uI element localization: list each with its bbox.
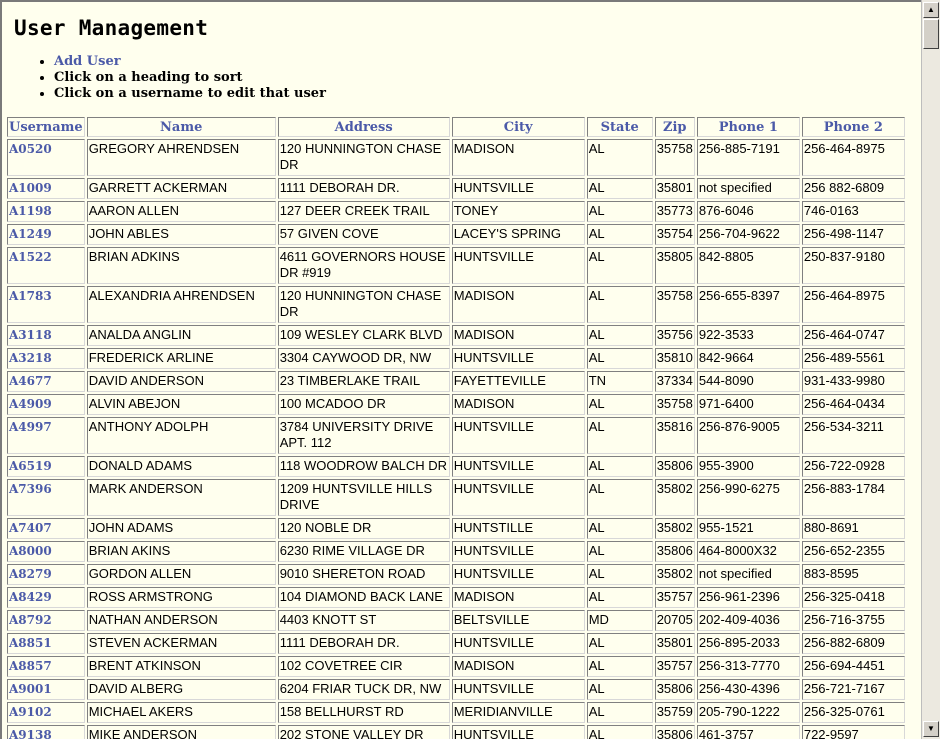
username-link[interactable]: A4909: [9, 397, 52, 411]
cell-name: STEVEN ACKERMAN: [87, 633, 276, 654]
cell-name: MICHAEL AKERS: [87, 702, 276, 723]
cell-phone2: 746-0163: [802, 201, 905, 222]
cell-phone1: 922-3533: [697, 325, 800, 346]
cell-state: AL: [587, 564, 653, 585]
cell-city: HUNTSVILLE: [452, 679, 585, 700]
table-row: [7, 394, 905, 415]
cell-phone1: 464-8000X32: [697, 541, 800, 562]
table-row: [7, 479, 905, 516]
cell-state: AL: [587, 139, 653, 176]
cell-name: GREGORY AHRENDSEN: [87, 139, 276, 176]
column-header-name[interactable]: Name: [87, 117, 276, 137]
table-row: [7, 564, 905, 585]
cell-zip: 35754: [655, 224, 695, 245]
cell-address: 4403 KNOTT ST: [278, 610, 450, 631]
column-header-phone1[interactable]: Phone 1: [697, 117, 800, 137]
cell-city: BELTSVILLE: [452, 610, 585, 631]
cell-phone2: 256-716-3755: [802, 610, 905, 631]
page-title: User Management: [14, 16, 209, 40]
cell-username: [7, 633, 85, 654]
cell-address: 120 HUNNINGTON CHASE DR: [278, 139, 450, 176]
cell-state: AL: [587, 541, 653, 562]
table-row: [7, 348, 905, 369]
cell-phone1: 256-876-9005: [697, 417, 800, 454]
cell-username: [7, 325, 85, 346]
cell-username: [7, 139, 85, 176]
username-link[interactable]: A8792: [9, 613, 52, 627]
cell-city: MERIDIANVILLE: [452, 702, 585, 723]
column-header-zip[interactable]: Zip: [655, 117, 695, 137]
cell-city: MADISON: [452, 656, 585, 677]
cell-zip: 35802: [655, 564, 695, 585]
cell-zip: 35757: [655, 656, 695, 677]
cell-address: 1111 DEBORAH DR.: [278, 633, 450, 654]
cell-city: HUNTSVILLE: [452, 348, 585, 369]
cell-phone2: 256-534-3211: [802, 417, 905, 454]
cell-username: [7, 702, 85, 723]
cell-name: GORDON ALLEN: [87, 564, 276, 585]
cell-zip: 35758: [655, 394, 695, 415]
cell-zip: 35806: [655, 541, 695, 562]
cell-username: [7, 587, 85, 608]
cell-state: AL: [587, 348, 653, 369]
username-link[interactable]: A1198: [9, 204, 52, 218]
cell-name: BRIAN AKINS: [87, 541, 276, 562]
cell-state: AL: [587, 394, 653, 415]
cell-phone1: 256-895-2033: [697, 633, 800, 654]
table-row: [7, 224, 905, 245]
cell-username: [7, 286, 85, 323]
cell-phone1: 876-6046: [697, 201, 800, 222]
cell-city: HUNTSVILLE: [452, 417, 585, 454]
cell-phone2: 256-325-0418: [802, 587, 905, 608]
cell-city: TONEY: [452, 201, 585, 222]
cell-zip: 35806: [655, 725, 695, 739]
cell-name: NATHAN ANDERSON: [87, 610, 276, 631]
cell-state: AL: [587, 178, 653, 199]
table-row: [7, 247, 905, 284]
cell-city: FAYETTEVILLE: [452, 371, 585, 392]
cell-phone1: 544-8090: [697, 371, 800, 392]
cell-phone2: 256-652-2355: [802, 541, 905, 562]
cell-name: MIKE ANDERSON: [87, 725, 276, 739]
cell-state: AL: [587, 479, 653, 516]
table-row: [7, 679, 905, 700]
sort-hint: • Click on a heading to sort: [54, 70, 914, 86]
cell-address: 118 WOODROW BALCH DR: [278, 456, 450, 477]
cell-state: AL: [587, 518, 653, 539]
instructions-list: [14, 54, 914, 102]
table-row: [7, 633, 905, 654]
cell-zip: 35806: [655, 456, 695, 477]
cell-phone2: 256-721-7167: [802, 679, 905, 700]
cell-username: [7, 394, 85, 415]
username-link[interactable]: A8851: [9, 636, 52, 650]
cell-zip: 35759: [655, 702, 695, 723]
table-row: [7, 139, 905, 176]
cell-phone2: 931-433-9980: [802, 371, 905, 392]
cell-address: 1209 HUNTSVILLE HILLS DRIVE: [278, 479, 450, 516]
cell-zip: 35758: [655, 139, 695, 176]
cell-phone2: 880-8691: [802, 518, 905, 539]
username-link[interactable]: A4677: [9, 374, 52, 388]
cell-phone1: 256-655-8397: [697, 286, 800, 323]
cell-name: ROSS ARMSTRONG: [87, 587, 276, 608]
cell-username: [7, 456, 85, 477]
cell-zip: 35802: [655, 479, 695, 516]
cell-address: 102 COVETREE CIR: [278, 656, 450, 677]
edit-hint: • Click on a username to edit that user: [54, 86, 914, 102]
cell-name: ALEXANDRIA AHRENDSEN: [87, 286, 276, 323]
cell-name: ANALDA ANGLIN: [87, 325, 276, 346]
username-link[interactable]: A1009: [9, 181, 52, 195]
table-row: [7, 286, 905, 323]
cell-username: [7, 417, 85, 454]
cell-phone2: 256 882-6809: [802, 178, 905, 199]
cell-phone1: 842-8805: [697, 247, 800, 284]
add-user-item: [54, 54, 914, 70]
cell-phone1: 461-3757: [697, 725, 800, 739]
cell-username: [7, 564, 85, 585]
cell-username: [7, 178, 85, 199]
cell-state: AL: [587, 587, 653, 608]
cell-name: DONALD ADAMS: [87, 456, 276, 477]
username-link[interactable]: A8429: [9, 590, 52, 604]
username-link[interactable]: A9138: [9, 728, 52, 739]
username-link[interactable]: A3218: [9, 351, 52, 365]
username-link[interactable]: A8857: [9, 659, 52, 673]
vertical-scrollbar[interactable]: [921, 0, 940, 739]
cell-state: AL: [587, 286, 653, 323]
column-header-city[interactable]: City: [452, 117, 585, 137]
cell-phone1: 971-6400: [697, 394, 800, 415]
table-row: [7, 656, 905, 677]
cell-address: 120 NOBLE DR: [278, 518, 450, 539]
cell-city: LACEY'S SPRING: [452, 224, 585, 245]
cell-name: ALVIN ABEJON: [87, 394, 276, 415]
cell-state: AL: [587, 633, 653, 654]
table-row: [7, 456, 905, 477]
cell-address: 100 MCADOO DR: [278, 394, 450, 415]
cell-username: [7, 725, 85, 739]
username-link[interactable]: A3118: [9, 328, 52, 342]
username-link[interactable]: A0520: [9, 142, 52, 156]
cell-state: AL: [587, 456, 653, 477]
cell-address: 6204 FRIAR TUCK DR, NW: [278, 679, 450, 700]
cell-address: 6230 RIME VILLAGE DR: [278, 541, 450, 562]
cell-address: 3784 UNIVERSITY DRIVE APT. 112: [278, 417, 450, 454]
cell-address: 158 BELLHURST RD: [278, 702, 450, 723]
cell-zip: 37334: [655, 371, 695, 392]
username-link[interactable]: A7396: [9, 482, 52, 496]
cell-username: [7, 224, 85, 245]
cell-city: HUNTSVILLE: [452, 564, 585, 585]
cell-name: MARK ANDERSON: [87, 479, 276, 516]
username-link[interactable]: A1783: [9, 289, 52, 303]
cell-phone1: 202-409-4036: [697, 610, 800, 631]
add-user-link[interactable]: Add User: [54, 54, 121, 69]
table-row: [7, 417, 905, 454]
cell-address: 3304 CAYWOOD DR, NW: [278, 348, 450, 369]
username-link[interactable]: A9102: [9, 705, 52, 719]
cell-phone1: 256-961-2396: [697, 587, 800, 608]
page-content: [14, 16, 914, 102]
cell-name: ANTHONY ADOLPH: [87, 417, 276, 454]
cell-state: AL: [587, 417, 653, 454]
table-row: [7, 587, 905, 608]
cell-phone1: 256-990-6275: [697, 479, 800, 516]
cell-name: BRENT ATKINSON: [87, 656, 276, 677]
cell-phone1: not specified: [697, 564, 800, 585]
table-row: [7, 371, 905, 392]
username-link[interactable]: A9001: [9, 682, 52, 696]
cell-state: AL: [587, 702, 653, 723]
cell-phone2: 250-837-9180: [802, 247, 905, 284]
cell-zip: 35758: [655, 286, 695, 323]
cell-address: 9010 SHERETON ROAD: [278, 564, 450, 585]
column-header-state[interactable]: State: [587, 117, 653, 137]
cell-zip: 35805: [655, 247, 695, 284]
table-row: [7, 178, 905, 199]
cell-name: AARON ALLEN: [87, 201, 276, 222]
cell-address: 202 STONE VALLEY DR: [278, 725, 450, 739]
cell-phone2: 256-464-0434: [802, 394, 905, 415]
cell-name: BRIAN ADKINS: [87, 247, 276, 284]
cell-address: 104 DIAMOND BACK LANE: [278, 587, 450, 608]
cell-phone2: 256-882-6809: [802, 633, 905, 654]
username-link[interactable]: A1522: [9, 250, 52, 264]
cell-username: [7, 610, 85, 631]
username-link[interactable]: A7407: [9, 521, 52, 535]
cell-city: HUNTSTILLE: [452, 518, 585, 539]
cell-phone1: not specified: [697, 178, 800, 199]
cell-phone1: 256-313-7770: [697, 656, 800, 677]
cell-city: HUNTSVILLE: [452, 456, 585, 477]
cell-name: DAVID ALBERG: [87, 679, 276, 700]
cell-name: JOHN ADAMS: [87, 518, 276, 539]
cell-phone2: 256-489-5561: [802, 348, 905, 369]
cell-address: 23 TIMBERLAKE TRAIL: [278, 371, 450, 392]
table-row: [7, 725, 905, 739]
cell-zip: 35773: [655, 201, 695, 222]
users-table: [5, 115, 907, 739]
table-row: [7, 518, 905, 539]
table-row: [7, 610, 905, 631]
cell-state: AL: [587, 656, 653, 677]
username-link[interactable]: A8279: [9, 567, 52, 581]
username-link[interactable]: A1249: [9, 227, 52, 241]
cell-state: AL: [587, 725, 653, 739]
cell-phone2: 256-498-1147: [802, 224, 905, 245]
table-body: [7, 139, 905, 739]
column-header-phone2[interactable]: Phone 2: [802, 117, 905, 137]
username-link[interactable]: A6519: [9, 459, 52, 473]
cell-phone1: 256-704-9622: [697, 224, 800, 245]
table-row: [7, 325, 905, 346]
cell-address: 57 GIVEN COVE: [278, 224, 450, 245]
cell-city: MADISON: [452, 139, 585, 176]
cell-phone2: 256-694-4451: [802, 656, 905, 677]
cell-username: [7, 479, 85, 516]
cell-phone1: 955-3900: [697, 456, 800, 477]
cell-phone1: 955-1521: [697, 518, 800, 539]
scroll-down-arrow-icon[interactable]: ▼: [923, 721, 939, 737]
cell-address: 1111 DEBORAH DR.: [278, 178, 450, 199]
cell-phone2: 883-8595: [802, 564, 905, 585]
cell-city: MADISON: [452, 394, 585, 415]
table-row: [7, 541, 905, 562]
cell-zip: 35816: [655, 417, 695, 454]
cell-username: [7, 201, 85, 222]
cell-zip: 35801: [655, 633, 695, 654]
cell-city: HUNTSVILLE: [452, 633, 585, 654]
column-header-username[interactable]: Username: [7, 117, 85, 137]
scroll-up-arrow-icon[interactable]: ▲: [923, 2, 939, 18]
table-row: [7, 702, 905, 723]
cell-name: JOHN ABLES: [87, 224, 276, 245]
cell-phone1: 842-9664: [697, 348, 800, 369]
cell-state: AL: [587, 325, 653, 346]
cell-address: 127 DEER CREEK TRAIL: [278, 201, 450, 222]
cell-address: 109 WESLEY CLARK BLVD: [278, 325, 450, 346]
cell-phone2: 256-883-1784: [802, 479, 905, 516]
table-row: [7, 201, 905, 222]
cell-username: [7, 371, 85, 392]
cell-city: HUNTSVILLE: [452, 479, 585, 516]
cell-phone1: 205-790-1222: [697, 702, 800, 723]
cell-zip: 35806: [655, 679, 695, 700]
username-link[interactable]: A4997: [9, 420, 52, 434]
cell-zip: 35810: [655, 348, 695, 369]
cell-state: AL: [587, 201, 653, 222]
cell-zip: 20705: [655, 610, 695, 631]
cell-state: TN: [587, 371, 653, 392]
cell-username: [7, 518, 85, 539]
cell-city: HUNTSVILLE: [452, 725, 585, 739]
cell-city: HUNTSVILLE: [452, 247, 585, 284]
cell-phone2: 256-464-0747: [802, 325, 905, 346]
cell-name: DAVID ANDERSON: [87, 371, 276, 392]
cell-phone2: 256-722-0928: [802, 456, 905, 477]
cell-zip: 35757: [655, 587, 695, 608]
cell-phone2: 256-325-0761: [802, 702, 905, 723]
cell-state: AL: [587, 247, 653, 284]
cell-state: AL: [587, 679, 653, 700]
cell-phone2: 256-464-8975: [802, 139, 905, 176]
table-header-row: [7, 117, 905, 137]
cell-username: [7, 348, 85, 369]
cell-city: HUNTSVILLE: [452, 178, 585, 199]
cell-zip: 35801: [655, 178, 695, 199]
username-link[interactable]: A8000: [9, 544, 52, 558]
cell-name: GARRETT ACKERMAN: [87, 178, 276, 199]
cell-phone1: 256-885-7191: [697, 139, 800, 176]
cell-state: MD: [587, 610, 653, 631]
scrollbar-thumb[interactable]: [923, 19, 939, 49]
cell-name: FREDERICK ARLINE: [87, 348, 276, 369]
cell-username: [7, 679, 85, 700]
cell-city: MADISON: [452, 587, 585, 608]
cell-username: [7, 541, 85, 562]
cell-city: MADISON: [452, 286, 585, 323]
cell-phone2: 256-464-8975: [802, 286, 905, 323]
cell-zip: 35802: [655, 518, 695, 539]
cell-username: [7, 656, 85, 677]
cell-city: MADISON: [452, 325, 585, 346]
cell-phone2: 722-9597: [802, 725, 905, 739]
cell-city: HUNTSVILLE: [452, 541, 585, 562]
cell-address: 120 HUNNINGTON CHASE DR: [278, 286, 450, 323]
column-header-address[interactable]: Address: [278, 117, 450, 137]
cell-username: [7, 247, 85, 284]
cell-zip: 35756: [655, 325, 695, 346]
cell-address: 4611 GOVERNORS HOUSE DR #919: [278, 247, 450, 284]
cell-phone1: 256-430-4396: [697, 679, 800, 700]
cell-state: AL: [587, 224, 653, 245]
